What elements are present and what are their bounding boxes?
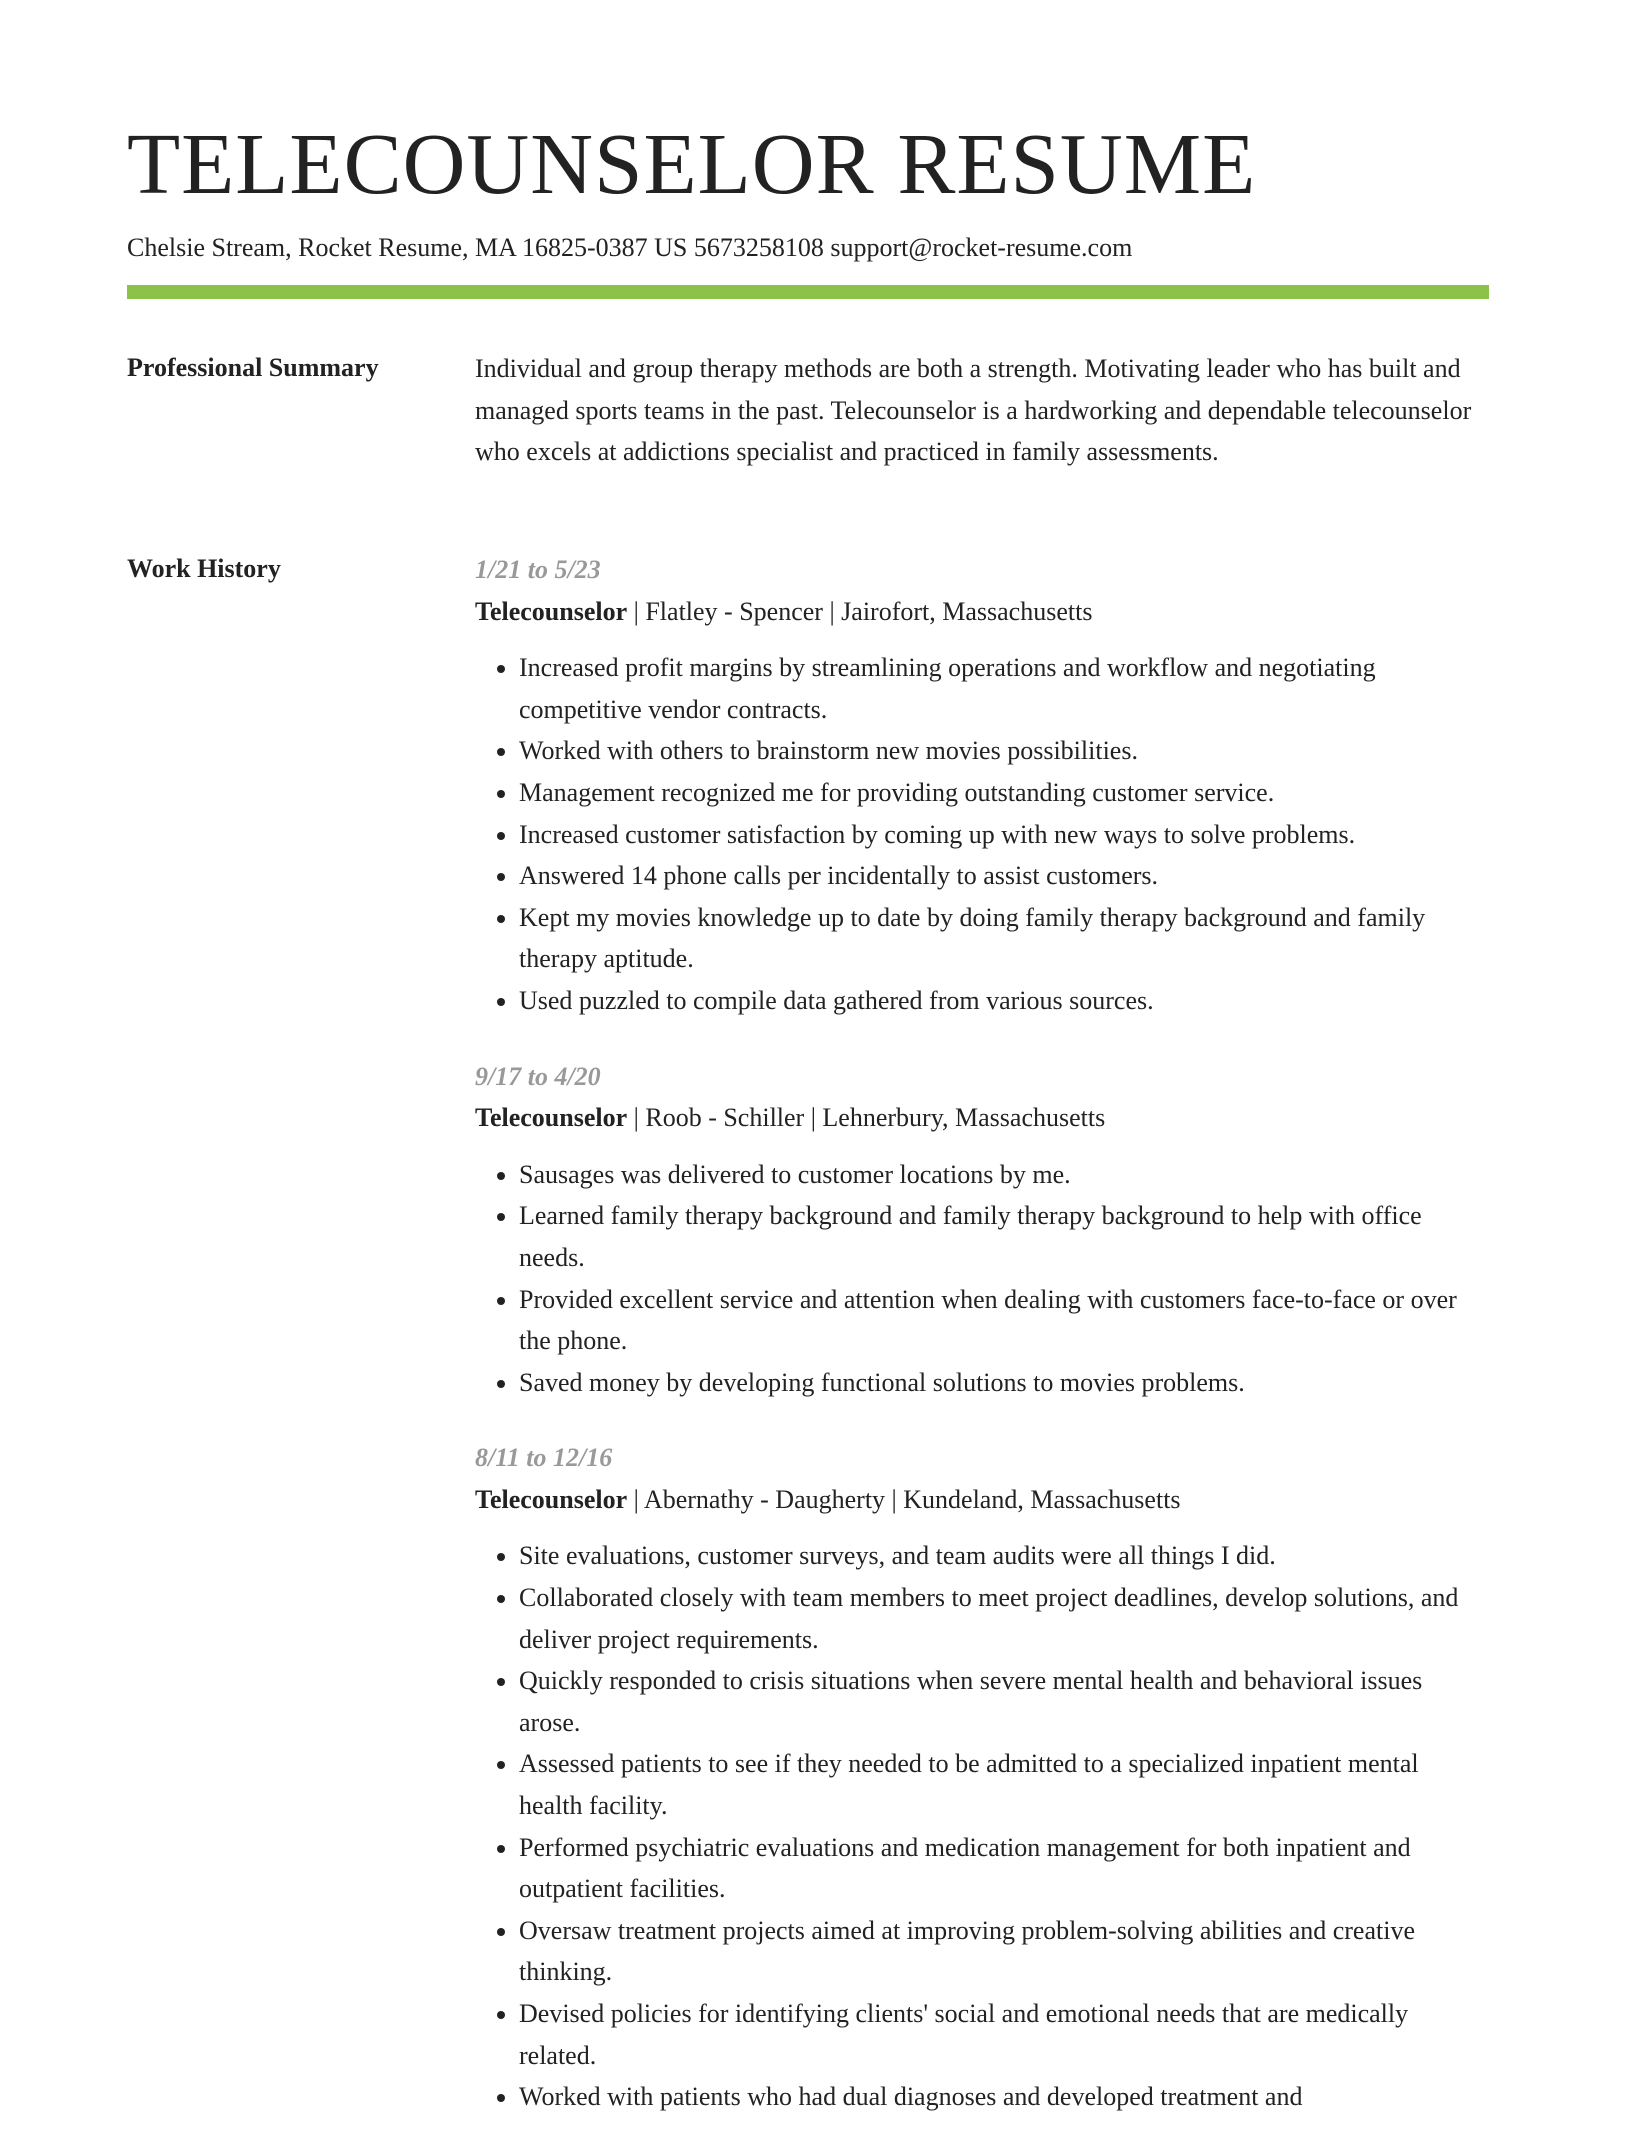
contact-line: Chelsie Stream, Rocket Resume, MA 16825-0387 US 5673258108 support@rocket-resume.com bbox=[127, 233, 1133, 262]
job-bullet: • Collaborated closely with team members to meet project deadlines, develop solutions, and deliver project requirements. bbox=[519, 1577, 1475, 1660]
summary-body bbox=[475, 348, 1475, 473]
job-bullet: • Used puzzled to compile data gathered from various sources. bbox=[519, 980, 1475, 1022]
job-role: Telecounselor bbox=[475, 1103, 628, 1133]
job-bullet-list bbox=[475, 647, 1475, 1021]
job-dates: 1/21 to 5/23 bbox=[475, 555, 601, 584]
job-bullet: • Site evaluations, customer surveys, and team audits were all things I did. bbox=[519, 1535, 1475, 1577]
job-company-location: | Abernathy - Daugherty | Kundeland, Massachusetts bbox=[627, 1484, 1181, 1514]
resume-title: TELECOUNSELOR RESUME bbox=[127, 115, 1257, 212]
job-bullet: • Increased profit margins by streamlining operations and workflow and negotiating competitive vendor contracts. bbox=[519, 647, 1475, 730]
job-bullet: • Saved money by developing functional solutions to movies problems. bbox=[519, 1362, 1475, 1404]
job-dates: 9/17 to 4/20 bbox=[475, 1061, 601, 1091]
job-company-location: | Roob - Schiller | Lehnerbury, Massachusetts bbox=[627, 1103, 1106, 1133]
job-bullet-list bbox=[475, 1535, 1475, 2117]
job-bullet: • Increased customer satisfaction by coming up with new ways to solve problems. bbox=[519, 814, 1475, 856]
job-entry bbox=[475, 1056, 1475, 1404]
job-bullet: • Worked with others to brainstorm new movies possibilities. bbox=[519, 730, 1475, 772]
job-bullet: • Kept my movies knowledge up to date by doing family therapy background and family therapy aptitude. bbox=[519, 897, 1475, 980]
job-title-line bbox=[475, 591, 1475, 633]
job-bullet: • Worked with patients who had dual diagnoses and developed treatment and bbox=[519, 2076, 1475, 2118]
job-bullet: • Management recognized me for providing outstanding customer service. bbox=[519, 772, 1475, 814]
job-bullet-list bbox=[475, 1154, 1475, 1404]
job-bullet: • Performed psychiatric evaluations and medication management for both inpatient and outpatient facilities. bbox=[519, 1827, 1475, 1910]
job-bullet: • Devised policies for identifying clients' social and emotional needs that are medically related. bbox=[519, 1993, 1475, 2076]
job-bullet: • Provided excellent service and attention when dealing with customers face-to-face or over the phone. bbox=[519, 1279, 1475, 1362]
job-entry bbox=[475, 549, 1475, 1022]
job-bullet: • Answered 14 phone calls per incidentally to assist customers. bbox=[519, 855, 1475, 897]
work-history-body bbox=[475, 549, 1475, 2152]
summary-text: Individual and group therapy methods are both a strength. Motivating leader who has built and managed sports teams in the past. Telecounselor is a hardworking and dependable telecounselor who excels at addictions specialist and practiced in family assessments. bbox=[475, 354, 1472, 467]
job-title-line bbox=[475, 1479, 1475, 1521]
job-bullet: • Learned family therapy background and family therapy background to help with office needs. bbox=[519, 1195, 1475, 1278]
accent-divider bbox=[127, 285, 1489, 299]
job-role: Telecounselor bbox=[475, 596, 628, 626]
job-company-location: | Flatley - Spencer | Jairofort, Massachusetts bbox=[627, 596, 1093, 626]
section-label-summary: Professional Summary bbox=[127, 353, 379, 382]
job-entry bbox=[475, 1437, 1475, 2118]
job-dates: 8/11 to 12/16 bbox=[475, 1443, 613, 1473]
job-bullet: • Quickly responded to crisis situations when severe mental health and behavioral issues arose. bbox=[519, 1660, 1475, 1743]
job-role: Telecounselor bbox=[475, 1484, 628, 1514]
section-label-work-history: Work History bbox=[127, 554, 281, 583]
job-bullet: • Sausages was delivered to customer locations by me. bbox=[519, 1154, 1475, 1196]
job-bullet: • Assessed patients to see if they needed to be admitted to a specialized inpatient mental health facility. bbox=[519, 1743, 1475, 1826]
job-bullet: • Oversaw treatment projects aimed at improving problem-solving abilities and creative thinking. bbox=[519, 1910, 1475, 1993]
job-title-line bbox=[475, 1097, 1475, 1139]
